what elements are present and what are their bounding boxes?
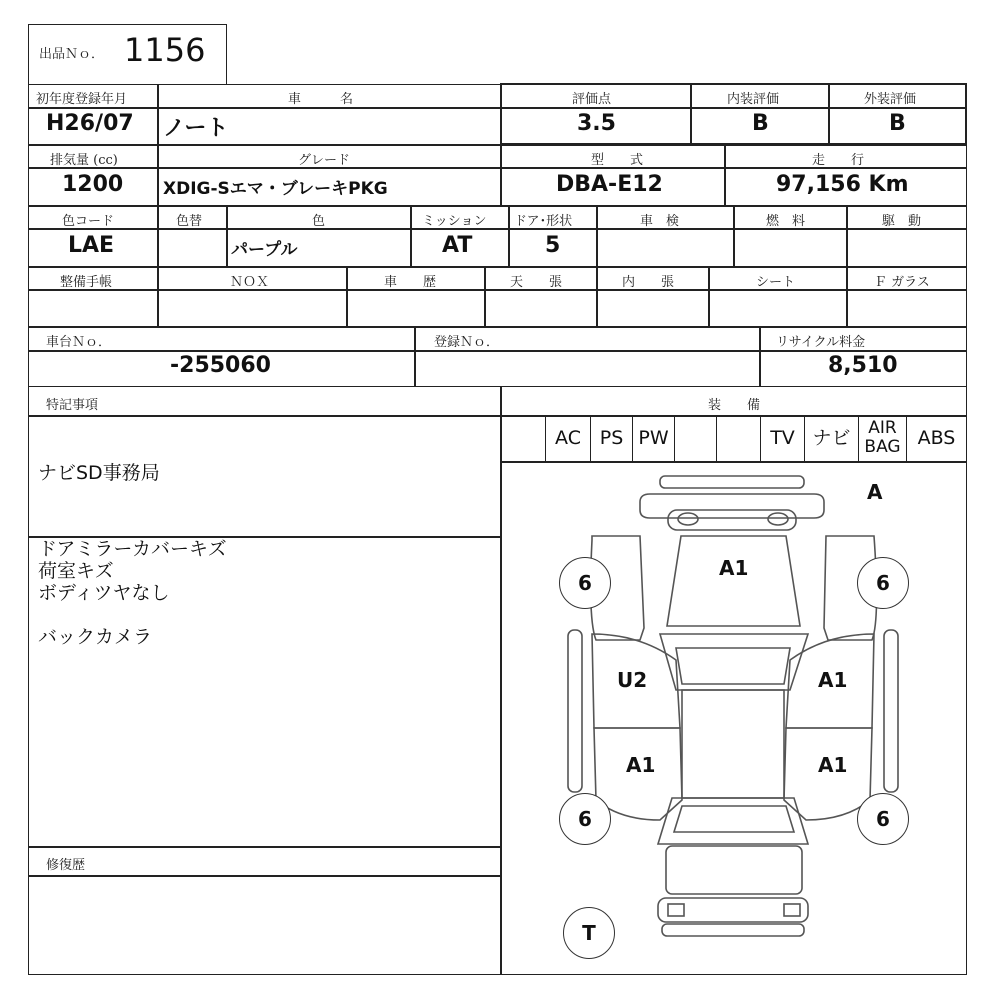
wheel-front-left: 6 [559, 557, 611, 609]
lot-number: 1156 [124, 31, 206, 69]
model-label: 型 式 [591, 153, 644, 168]
front-glass-label: Ｆ ガラス [874, 275, 930, 290]
repair-history-label: 修復歴 [46, 858, 86, 873]
color-value: パープル [231, 240, 298, 260]
notes-label: 特記事項 [46, 398, 99, 413]
grade-value: XDIG-Sエマ・ブレーキPKG [163, 179, 388, 199]
interior-label: 内装評価 [727, 92, 780, 107]
mark-front-right-door: A1 [818, 668, 848, 692]
chassis-label: 車台Ｎｏ． [46, 335, 112, 350]
colorchange-label: 色替 [176, 214, 203, 229]
equipment-cell-4 [674, 415, 716, 461]
equipment-cell-1: AC [545, 415, 590, 461]
name-value: ノート [163, 116, 229, 141]
spare-tire: T [563, 907, 615, 959]
score-value: 3.5 [577, 111, 616, 136]
mission-value: AT [442, 233, 473, 258]
regno-label: 登録Ｎｏ． [434, 335, 500, 350]
mission-label: ミッション [422, 214, 487, 229]
inspection-label: 車 検 [640, 214, 680, 229]
lot-box [28, 24, 227, 85]
wheel-rear-left: 6 [559, 793, 611, 845]
recycle-value: 8,510 [828, 353, 898, 378]
interior-value: B [752, 111, 769, 136]
history-label: 車 歴 [384, 275, 437, 290]
equipment-cell-0 [501, 415, 545, 461]
recycle-label: リサイクル料金 [776, 335, 866, 350]
equipment-cell-9: ABS [906, 415, 966, 461]
equipment-cell-7: ナビ [804, 415, 858, 461]
mark-rear-right-door: A1 [818, 753, 848, 777]
model-value: DBA-E12 [556, 172, 663, 197]
drive-label: 駆 動 [882, 214, 922, 229]
mark-front-top: A [867, 480, 883, 504]
interior-trim-label: 内 張 [622, 275, 675, 290]
colorcode-label: 色コード [62, 214, 115, 229]
name-label: 車 名 [288, 92, 354, 107]
wheel-rear-right: 6 [857, 793, 909, 845]
equipment-cell-5 [716, 415, 760, 461]
maintenance-book-label: 整備手帳 [60, 275, 113, 290]
fuel-label: 燃 料 [766, 214, 806, 229]
mark-hood: A1 [719, 556, 749, 580]
door-label: ドア･形状 [514, 214, 573, 229]
color-label: 色 [312, 214, 326, 229]
exterior-value: B [889, 111, 906, 136]
car-diagram [502, 462, 965, 974]
displacement-value: 1200 [62, 172, 124, 197]
notes-text-1: ナビSD事務局 [38, 462, 160, 484]
equipment-cell-6: TV [760, 415, 804, 461]
equipment-cell-8: AIR BAG [858, 415, 906, 461]
colorcode-value: LAE [68, 233, 115, 258]
mileage-label: 走 行 [812, 153, 865, 168]
mark-rear-left-door: A1 [626, 753, 656, 777]
nox-label: ＮＯＸ [230, 275, 270, 290]
grade-label: グレード [298, 153, 351, 168]
displacement-label: 排気量 (cc) [50, 153, 118, 168]
reg-value: H26/07 [46, 111, 134, 136]
reg-label: 初年度登録年月 [36, 92, 128, 107]
headliner-label: 天 張 [510, 275, 563, 290]
equipment-cell-3: PW [632, 415, 674, 461]
seat-label: シート [756, 275, 796, 290]
door-value: 5 [545, 233, 561, 258]
equipment-cell-2: PS [590, 415, 632, 461]
lot-label: 出品Ｎｏ． [39, 47, 105, 62]
score-label: 評価点 [572, 92, 612, 107]
wheel-front-right: 6 [857, 557, 909, 609]
exterior-label: 外装評価 [864, 92, 917, 107]
equipment-label: 装 備 [708, 398, 761, 413]
notes-text-2: ドアミラーカバーキズ 荷室キズ ボディツヤなし バックカメラ [38, 538, 227, 648]
mileage-value: 97,156 Km [776, 172, 909, 197]
mark-front-left-door: U2 [617, 668, 648, 692]
chassis-value: -255060 [170, 353, 271, 378]
